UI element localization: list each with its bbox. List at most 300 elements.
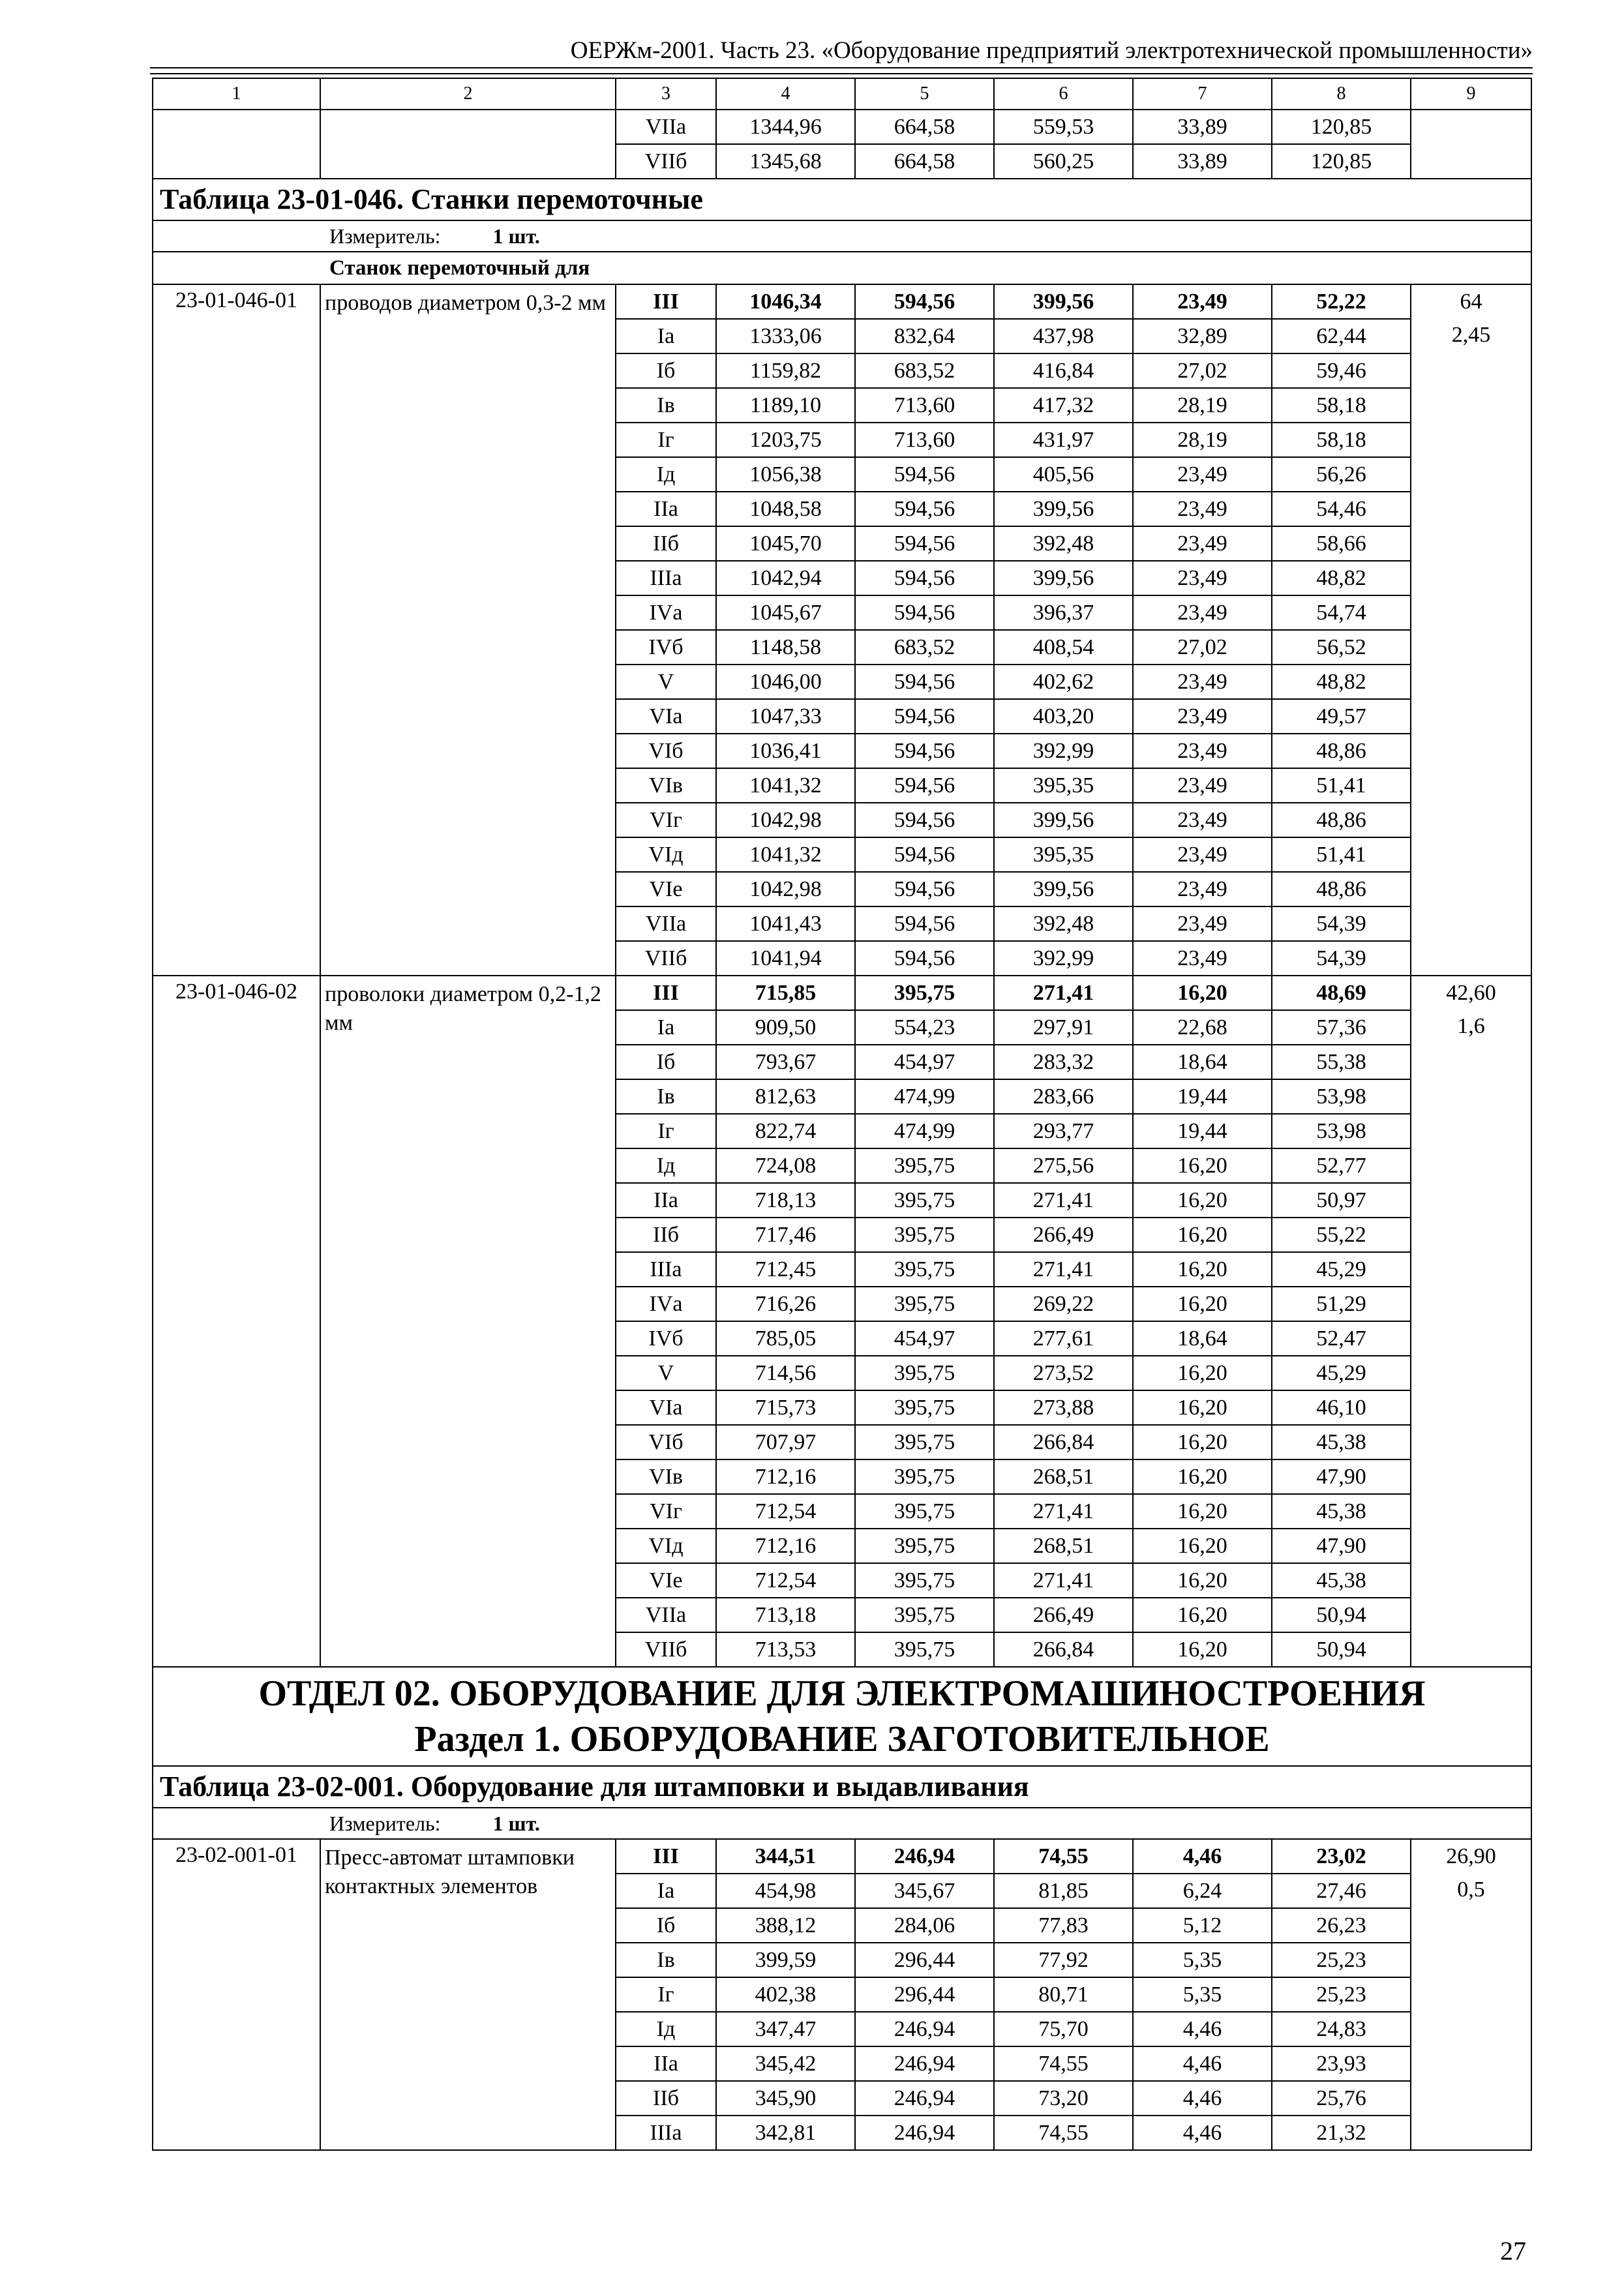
value-cell: 395,75 [855,1390,994,1425]
value-cell: 52,77 [1272,1148,1411,1183]
value-cell: 683,52 [855,353,994,388]
value-cell: 395,75 [855,1632,994,1667]
value-cell: 27,02 [1133,630,1272,665]
value-cell: 16,20 [1133,1287,1272,1321]
meter-cell [153,220,1531,252]
zone-cell: Iв [616,1079,716,1114]
value-cell: 342,81 [716,2116,855,2150]
zone-cell: IIб [616,1218,716,1252]
value-cell: 49,57 [1272,699,1411,734]
zone-cell: Iд [616,457,716,492]
value-cell: 724,08 [716,1148,855,1183]
value-cell: 395,75 [855,1148,994,1183]
value-cell: 74,55 [994,1839,1133,1874]
value-cell: 33,89 [1133,110,1272,144]
value-cell: 347,47 [716,2012,855,2046]
value-cell: 474,99 [855,1079,994,1114]
value-cell: 16,20 [1133,1494,1272,1529]
zone-cell: Iа [616,1010,716,1045]
value-cell: 296,44 [855,1943,994,1977]
zone-cell: IIIа [616,561,716,595]
column-number: 7 [1133,78,1272,110]
zone-cell: V [616,1356,716,1390]
value-cell: 284,06 [855,1908,994,1943]
value-cell: 454,97 [855,1321,994,1356]
value-cell: 271,41 [994,1252,1133,1287]
value-cell: 54,74 [1272,595,1411,630]
value-cell: 271,41 [994,1563,1133,1598]
header-rule [150,73,1533,74]
value-cell: 388,12 [716,1908,855,1943]
value-cell: 58,66 [1272,526,1411,561]
meter-cell [153,1808,1531,1839]
value-cell: 52,47 [1272,1321,1411,1356]
value-cell: 437,98 [994,319,1133,353]
zone-cell: III [616,976,716,1010]
zone-cell: IIа [616,492,716,526]
value-cell: 812,63 [716,1079,855,1114]
item-code: 23-01-046-02 [153,976,320,1667]
value-cell: 58,18 [1272,388,1411,423]
value-cell: 48,82 [1272,665,1411,699]
item-name: проволоки диаметром 0,2-1,2 мм [320,976,616,1667]
value-cell: 26,23 [1272,1908,1411,1943]
value-cell: 395,35 [994,768,1133,803]
name-cell [320,110,616,179]
value-cell: 25,23 [1272,1943,1411,1977]
zone-cell: VIг [616,1494,716,1529]
value-cell: 18,64 [1133,1045,1272,1079]
value-cell: 283,32 [994,1045,1133,1079]
value-cell: 1036,41 [716,734,855,768]
value-cell: 345,67 [855,1874,994,1908]
norms-table [152,78,1532,2151]
value-cell: 246,94 [855,2116,994,2150]
meter-label: Измеритель: [329,1812,441,1835]
group-label [153,252,1531,284]
value-cell: 23,49 [1133,526,1272,561]
extra-value-2: 1,6 [1457,1014,1485,1038]
column-number: 2 [320,78,616,110]
value-cell: 24,83 [1272,2012,1411,2046]
value-cell: 4,46 [1133,2081,1272,2116]
zone-cell: VIд [616,837,716,872]
value-cell: 431,97 [994,423,1133,457]
value-cell: 1041,32 [716,837,855,872]
value-cell: 45,38 [1272,1563,1411,1598]
meter-value: 1 шт. [492,224,540,248]
value-cell: 23,49 [1133,284,1272,319]
value-cell: 268,51 [994,1459,1133,1494]
value-cell: 1333,06 [716,319,855,353]
value-cell: 73,20 [994,2081,1133,2116]
subsection-title: Раздел 1. ОБОРУДОВАНИЕ ЗАГОТОВИТЕЛЬНОЕ [414,1719,1270,1759]
value-cell: 51,41 [1272,768,1411,803]
value-cell: 392,99 [994,941,1133,976]
value-cell: 23,93 [1272,2046,1411,2081]
value-cell: 23,49 [1133,665,1272,699]
zone-cell: Iб [616,1045,716,1079]
extra-value-1: 42,60 [1446,981,1496,1005]
value-cell: 5,12 [1133,1908,1272,1943]
value-cell: 832,64 [855,319,994,353]
extra-cell [1411,976,1531,1667]
value-cell: 712,45 [716,1252,855,1287]
value-cell: 16,20 [1133,1183,1272,1218]
value-cell: 713,60 [855,388,994,423]
value-cell: 269,22 [994,1287,1133,1321]
value-cell: 246,94 [855,2081,994,2116]
zone-cell: VIIб [616,941,716,976]
zone-cell: Iб [616,353,716,388]
value-cell: 54,46 [1272,492,1411,526]
zone-cell: VIIб [616,1632,716,1667]
value-cell: 77,92 [994,1943,1133,1977]
zone-cell: IIб [616,526,716,561]
value-cell: 32,89 [1133,319,1272,353]
value-cell: 594,56 [855,906,994,941]
value-cell: 18,64 [1133,1321,1272,1356]
value-cell: 345,42 [716,2046,855,2081]
value-cell: 454,98 [716,1874,855,1908]
zone-cell: Iб [616,1908,716,1943]
value-cell: 266,49 [994,1218,1133,1252]
zone-cell: III [616,1839,716,1874]
value-cell: 266,84 [994,1425,1133,1459]
group-row [153,252,1531,284]
value-cell: 1045,70 [716,526,855,561]
value-cell: 395,75 [855,1356,994,1390]
header-rule [150,67,1533,68]
value-cell: 392,48 [994,526,1133,561]
value-cell: 266,84 [994,1632,1133,1667]
value-cell: 16,20 [1133,1218,1272,1252]
table-title: Таблица 23-02-001. Оборудование для штамповки и выдавливания [153,1766,1531,1808]
value-cell: 454,97 [855,1045,994,1079]
value-cell: 48,69 [1272,976,1411,1010]
value-cell: 16,20 [1133,1390,1272,1425]
value-cell: 395,75 [855,1563,994,1598]
value-cell: 16,20 [1133,1459,1272,1494]
value-cell: 793,67 [716,1045,855,1079]
value-cell: 16,20 [1133,1425,1272,1459]
value-cell: 16,20 [1133,1529,1272,1563]
value-cell: 395,35 [994,837,1133,872]
value-cell: 48,86 [1272,872,1411,906]
value-cell: 402,38 [716,1977,855,2012]
value-cell: 474,99 [855,1114,994,1148]
value-cell: 594,56 [855,872,994,906]
value-cell: 50,94 [1272,1598,1411,1632]
value-cell: 28,19 [1133,388,1272,423]
value-cell: 399,56 [994,284,1133,319]
extra-value-1: 26,90 [1446,1844,1496,1868]
value-cell: 246,94 [855,2046,994,2081]
value-cell: 45,38 [1272,1425,1411,1459]
value-cell: 1148,58 [716,630,855,665]
value-cell: 712,54 [716,1494,855,1529]
value-cell: 120,85 [1272,110,1411,144]
value-cell: 345,90 [716,2081,855,2116]
meter-row [153,1808,1531,1839]
value-cell: 23,49 [1133,699,1272,734]
column-number: 3 [616,78,716,110]
zone-cell: IVб [616,630,716,665]
value-cell: 23,49 [1133,595,1272,630]
value-cell: 25,76 [1272,2081,1411,2116]
value-cell: 594,56 [855,665,994,699]
page-header: ОЕРЖм-2001. Часть 23. «Оборудование предприятий электротехнической промышленности» [570,37,1533,64]
value-cell: 62,44 [1272,319,1411,353]
value-cell: 416,84 [994,353,1133,388]
column-number: 9 [1411,78,1531,110]
extra-value-2: 2,45 [1451,323,1491,347]
value-cell: 1344,96 [716,110,855,144]
value-cell: 594,56 [855,734,994,768]
value-cell: 50,94 [1272,1632,1411,1667]
value-cell: 19,44 [1133,1114,1272,1148]
value-cell: 48,86 [1272,803,1411,837]
value-cell: 77,83 [994,1908,1133,1943]
value-cell: 4,46 [1133,1839,1272,1874]
value-cell: 271,41 [994,1183,1133,1218]
value-cell: 21,32 [1272,2116,1411,2150]
value-cell: 23,49 [1133,457,1272,492]
value-cell: 594,56 [855,595,994,630]
table-title: Таблица 23-01-046. Станки перемоточные [153,179,1531,220]
zone-cell: VIд [616,1529,716,1563]
value-cell: 16,20 [1133,1252,1272,1287]
value-cell: 23,49 [1133,837,1272,872]
value-cell: 47,90 [1272,1459,1411,1494]
meter-row [153,220,1531,252]
value-cell: 395,75 [855,1529,994,1563]
value-cell: 822,74 [716,1114,855,1148]
value-cell: 23,02 [1272,1839,1411,1874]
value-cell: 395,75 [855,1287,994,1321]
value-cell: 55,22 [1272,1218,1411,1252]
value-cell: 712,16 [716,1529,855,1563]
value-cell: 246,94 [855,2012,994,2046]
value-cell: 707,97 [716,1425,855,1459]
zone-cell: IIа [616,2046,716,2081]
zone-cell: IIIа [616,1252,716,1287]
value-cell: 23,49 [1133,492,1272,526]
value-cell: 75,70 [994,2012,1133,2046]
value-cell: 714,56 [716,1356,855,1390]
value-cell: 395,75 [855,1252,994,1287]
value-cell: 395,75 [855,976,994,1010]
value-cell: 25,23 [1272,1977,1411,2012]
value-cell: 46,10 [1272,1390,1411,1425]
item-name: Пресс-автомат штамповки контактных элементов [320,1839,616,2150]
value-cell: 56,52 [1272,630,1411,665]
zone-cell: IVа [616,1287,716,1321]
column-number: 6 [994,78,1133,110]
value-cell: 81,85 [994,1874,1133,1908]
item-code: 23-02-001-01 [153,1839,320,2150]
value-cell: 273,88 [994,1390,1133,1425]
page-number: 27 [1500,2236,1526,2266]
value-cell: 268,51 [994,1529,1133,1563]
value-cell: 5,35 [1133,1943,1272,1977]
code-cell [153,110,320,179]
value-cell: 395,75 [855,1218,994,1252]
column-number: 8 [1272,78,1411,110]
zone-cell: VIа [616,1390,716,1425]
value-cell: 23,49 [1133,768,1272,803]
zone-cell: VIIа [616,1598,716,1632]
zone-cell: VIв [616,1459,716,1494]
value-cell: 554,23 [855,1010,994,1045]
zone-cell: IIб [616,2081,716,2116]
value-cell: 399,56 [994,803,1133,837]
value-cell: 23,49 [1133,906,1272,941]
value-cell: 57,36 [1272,1010,1411,1045]
value-cell: 594,56 [855,561,994,595]
value-cell: 246,94 [855,1839,994,1874]
value-cell: 271,41 [994,976,1133,1010]
zone-cell: Iг [616,1114,716,1148]
value-cell: 395,75 [855,1183,994,1218]
extra-value-1: 64 [1460,290,1482,314]
value-cell: 33,89 [1133,144,1272,179]
table-title-row [153,1766,1531,1808]
item-code: 23-01-046-01 [153,284,320,976]
value-cell: 6,24 [1133,1874,1272,1908]
value-cell: 713,60 [855,423,994,457]
value-cell: 417,32 [994,388,1133,423]
value-cell: 716,26 [716,1287,855,1321]
value-cell: 712,16 [716,1459,855,1494]
zone-cell: VIе [616,1563,716,1598]
table-row [153,976,1531,1010]
value-cell: 52,22 [1272,284,1411,319]
value-cell: 785,05 [716,1321,855,1356]
value-cell: 47,90 [1272,1529,1411,1563]
zone-cell: VIе [616,872,716,906]
zone-cell: Iв [616,1943,716,1977]
zone-cell: VIа [616,699,716,734]
value-cell: 1042,94 [716,561,855,595]
value-cell: 5,35 [1133,1977,1272,2012]
value-cell: 50,97 [1272,1183,1411,1218]
value-cell: 27,02 [1133,353,1272,388]
meter-label: Измеритель: [329,224,441,248]
value-cell: 4,46 [1133,2012,1272,2046]
value-cell: 395,75 [855,1494,994,1529]
value-cell: 712,54 [716,1563,855,1598]
value-cell: 16,20 [1133,1563,1272,1598]
zone-cell: Iг [616,423,716,457]
value-cell: 713,18 [716,1598,855,1632]
value-cell: 1345,68 [716,144,855,179]
zone-cell: Iд [616,1148,716,1183]
value-cell: 1189,10 [716,388,855,423]
zone-cell: VIIа [616,110,716,144]
value-cell: 56,26 [1272,457,1411,492]
value-cell: 54,39 [1272,941,1411,976]
section-title: ОТДЕЛ 02. ОБОРУДОВАНИЕ ДЛЯ ЭЛЕКТРОМАШИНОСТРОЕНИЯ [258,1673,1426,1714]
value-cell: 283,66 [994,1079,1133,1114]
value-cell: 909,50 [716,1010,855,1045]
value-cell: 594,56 [855,457,994,492]
section-row [153,1667,1531,1766]
value-cell: 594,56 [855,492,994,526]
value-cell: 594,56 [855,941,994,976]
column-number: 4 [716,78,855,110]
value-cell: 16,20 [1133,976,1272,1010]
value-cell: 1159,82 [716,353,855,388]
zone-cell: VIб [616,734,716,768]
value-cell: 664,58 [855,110,994,144]
value-cell: 713,53 [716,1632,855,1667]
value-cell: 23,49 [1133,561,1272,595]
value-cell: 16,20 [1133,1598,1272,1632]
value-cell: 23,49 [1133,803,1272,837]
value-cell: 59,46 [1272,353,1411,388]
value-cell: 1203,75 [716,423,855,457]
zone-cell: V [616,665,716,699]
value-cell: 1047,33 [716,699,855,734]
value-cell: 594,56 [855,803,994,837]
zone-cell: Iг [616,1977,716,2012]
extra-cell [1411,284,1531,976]
section-heading [153,1667,1531,1766]
value-cell: 266,49 [994,1598,1133,1632]
value-cell: 1045,67 [716,595,855,630]
value-cell: 16,20 [1133,1632,1272,1667]
value-cell: 120,85 [1272,144,1411,179]
column-number-row [153,78,1531,110]
value-cell: 80,71 [994,1977,1133,2012]
value-cell: 1041,43 [716,906,855,941]
column-number: 1 [153,78,320,110]
value-cell: 1041,32 [716,768,855,803]
value-cell: 1042,98 [716,803,855,837]
value-cell: 22,68 [1133,1010,1272,1045]
value-cell: 1041,94 [716,941,855,976]
extra-cell [1411,110,1531,179]
value-cell: 55,38 [1272,1045,1411,1079]
extra-cell [1411,1839,1531,2150]
value-cell: 395,75 [855,1459,994,1494]
group-label-text: Станок перемоточный для [329,256,590,280]
value-cell: 395,75 [855,1425,994,1459]
value-cell: 74,55 [994,2116,1133,2150]
value-cell: 560,25 [994,144,1133,179]
value-cell: 395,75 [855,1598,994,1632]
zone-cell: IIIа [616,2116,716,2150]
zone-cell: VIIб [616,144,716,179]
value-cell: 396,37 [994,595,1133,630]
table-row [153,1839,1531,1874]
value-cell: 45,29 [1272,1252,1411,1287]
value-cell: 4,46 [1133,2116,1272,2150]
value-cell: 403,20 [994,699,1133,734]
value-cell: 715,73 [716,1390,855,1425]
value-cell: 296,44 [855,1977,994,2012]
value-cell: 271,41 [994,1494,1133,1529]
value-cell: 594,56 [855,526,994,561]
value-cell: 1042,98 [716,872,855,906]
value-cell: 594,56 [855,768,994,803]
value-cell: 399,56 [994,492,1133,526]
zone-cell: VIг [616,803,716,837]
zone-cell: VIб [616,1425,716,1459]
value-cell: 1046,34 [716,284,855,319]
value-cell: 58,18 [1272,423,1411,457]
